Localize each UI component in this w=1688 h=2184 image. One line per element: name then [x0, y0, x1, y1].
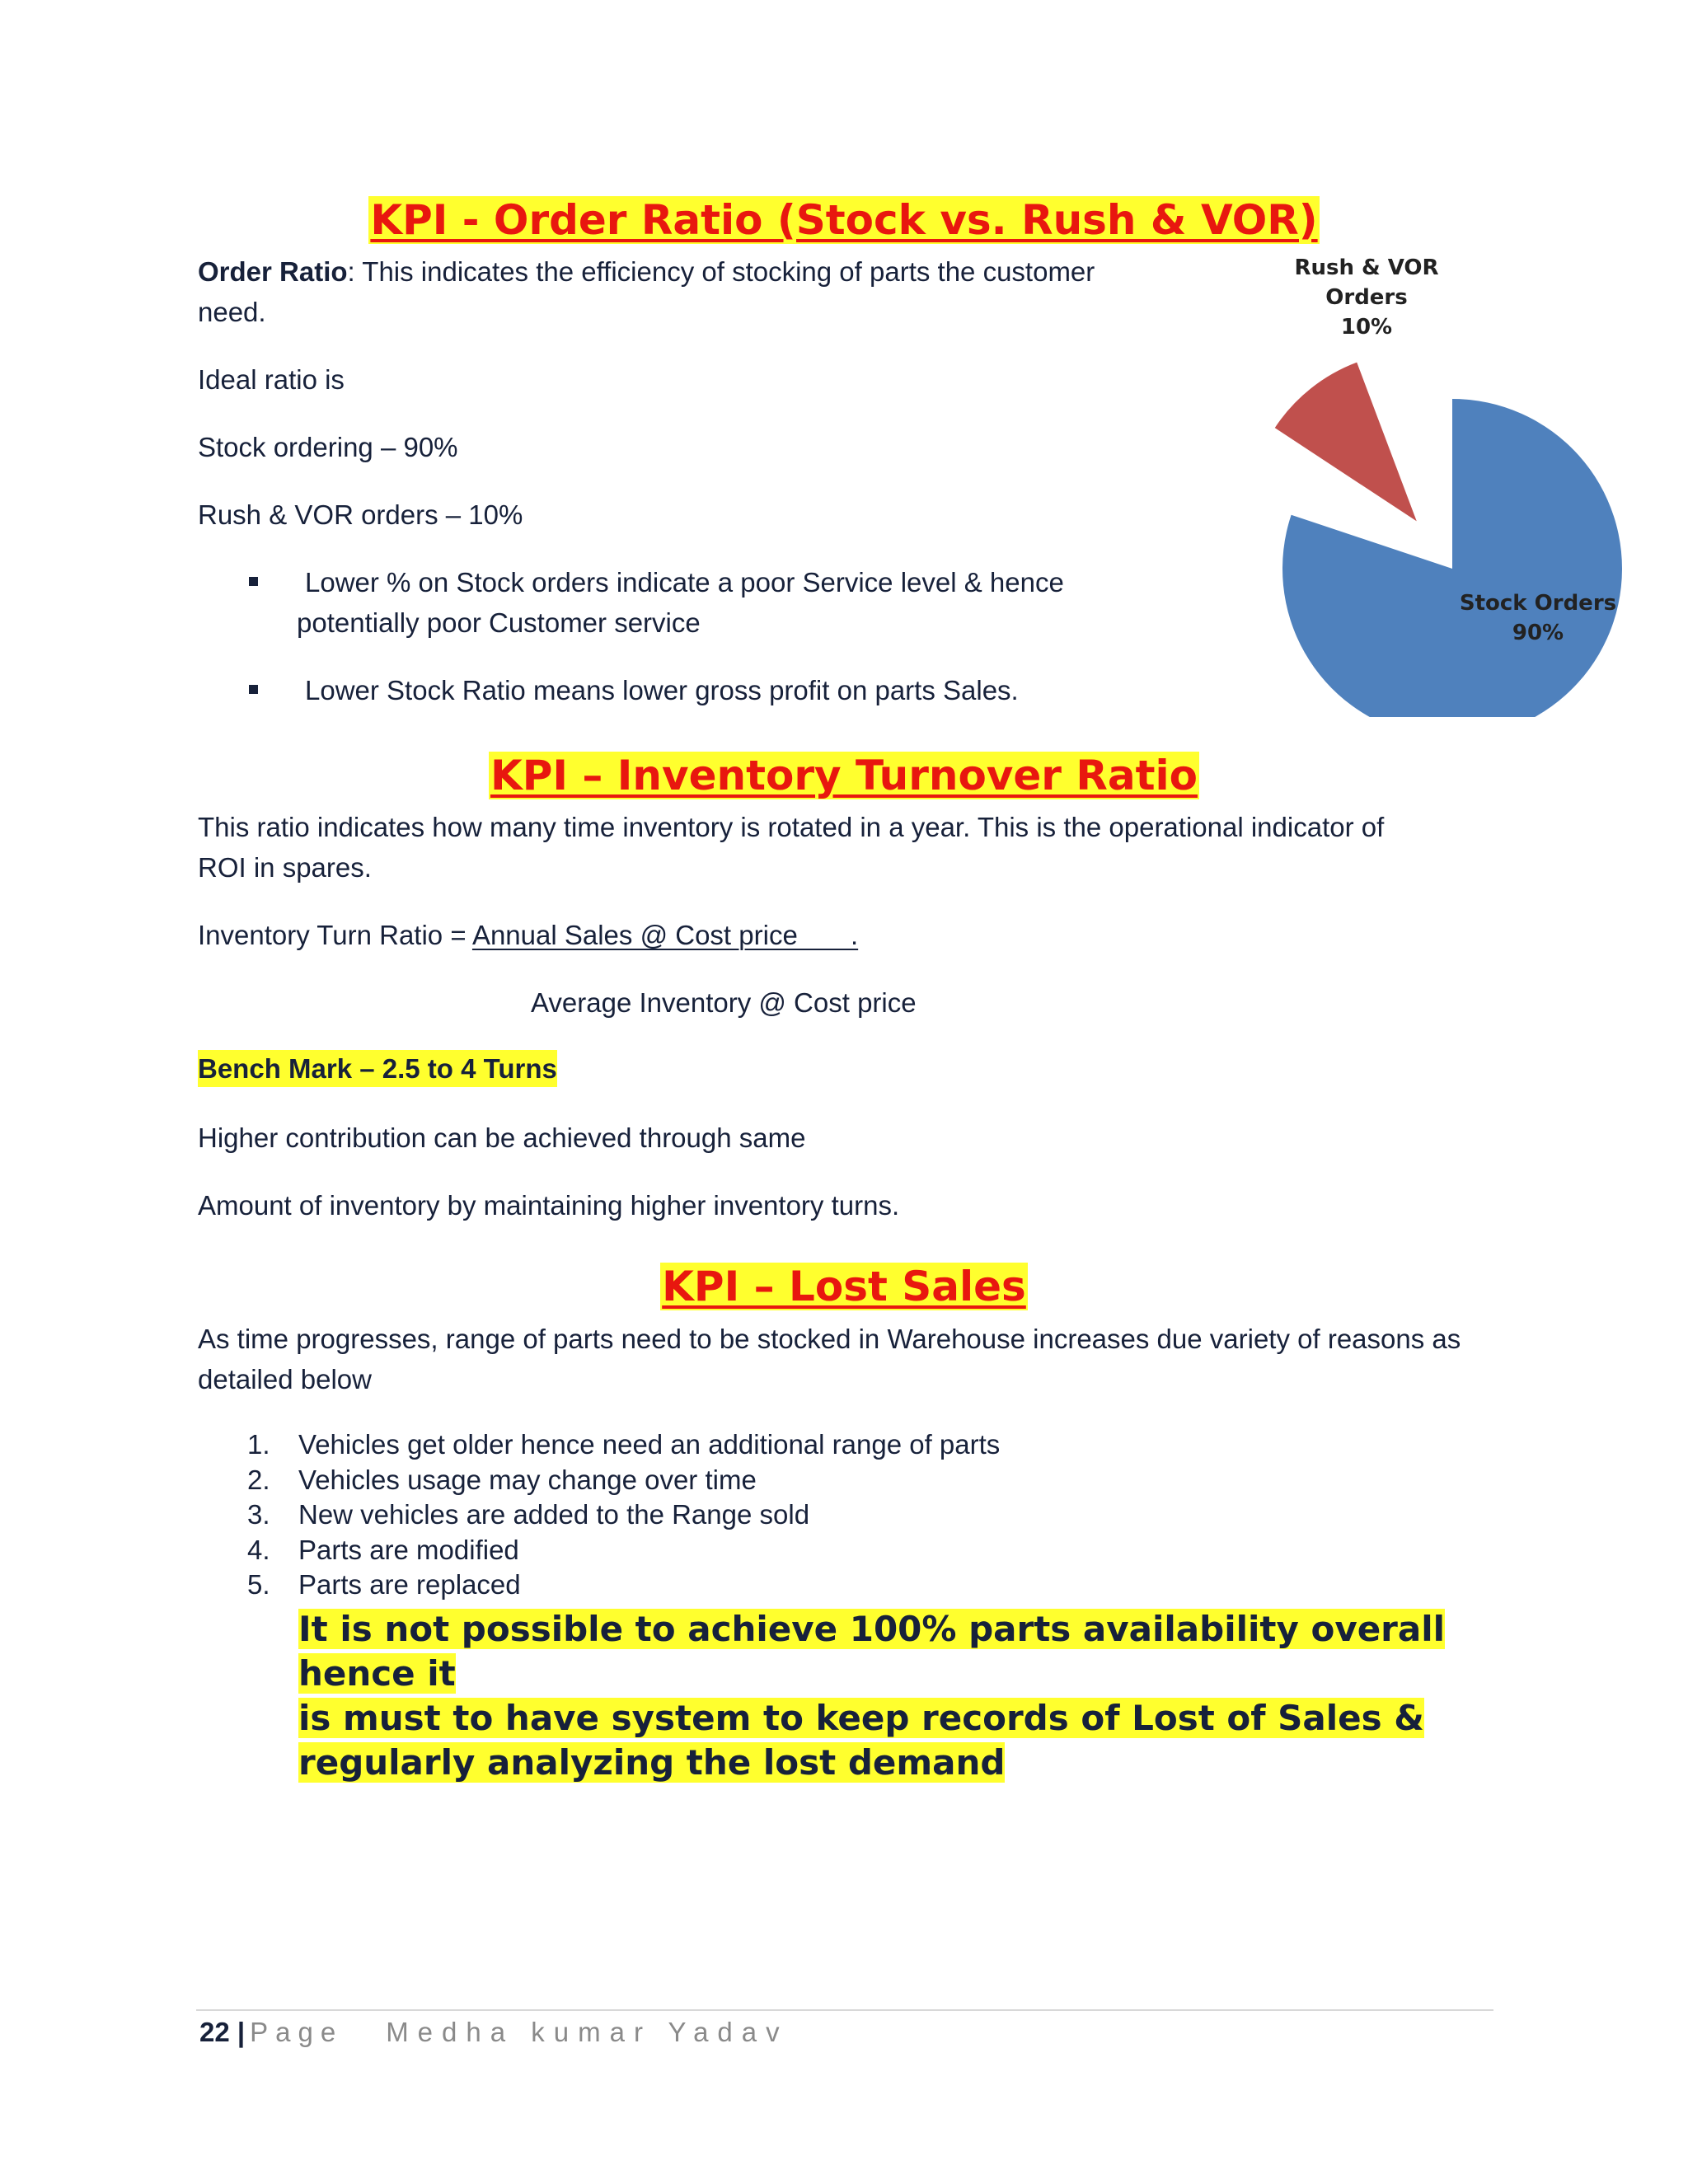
lost-sales-intro-line-1: As time progresses, range of parts need to be stocked in Warehouse increases due variety of reasons as [198, 1324, 1461, 1354]
heading-inventory-turnover-text: KPI – Inventory Turnover Ratio [490, 752, 1198, 799]
list-item-number: 4. [247, 1534, 270, 1565]
bullet-1-line-2: potentially poor Customer service [297, 607, 701, 638]
lost-sales-conclusion [298, 1607, 1493, 1785]
heading-order-ratio [0, 196, 1688, 244]
rush-vor-ratio: Rush & VOR orders – 10% [198, 499, 523, 530]
list-item-number: 5. [247, 1569, 270, 1600]
footer-divider [196, 2009, 1493, 2011]
inventory-intro-line-2: ROI in spares. [198, 852, 372, 883]
formula-numerator: Annual Sales @ Cost price . [471, 920, 859, 950]
order-ratio-pie-chart [1269, 255, 1665, 717]
conclusion-line-2: is must to have system to keep records of Lost of Sales & [298, 1698, 1424, 1738]
bullet-2-line-1: Lower Stock Ratio means lower gross profit on parts Sales. [305, 675, 1019, 705]
order-ratio-definition-cont: need. [198, 297, 266, 327]
pie-slice-rush-vor [1275, 363, 1417, 522]
stock-ordering-ratio: Stock ordering – 90% [198, 432, 458, 462]
benchmark-badge: Bench Mark – 2.5 to 4 Turns [198, 1050, 557, 1087]
order-ratio-term: Order Ratio [198, 256, 348, 287]
inventory-intro-line-1: This ratio indicates how many time inventory is rotated in a year. This is the operational indicator of [198, 812, 1385, 842]
heading-order-ratio-text: KPI - Order Ratio (Stock vs. Rush & VOR) [370, 196, 1318, 244]
list-item-number: 1. [247, 1429, 270, 1460]
lost-sales-intro-line-2: detailed below [198, 1364, 372, 1394]
order-ratio-definition-text: : This indicates the efficiency of stocking of parts the customer [347, 256, 1095, 287]
list-item-text: Vehicles usage may change over time [298, 1464, 757, 1495]
stock-orders-label-line-1: Stock Orders [1459, 591, 1617, 616]
rush-vor-label-line-1: Rush & VOR [1294, 255, 1439, 280]
page-number: 22 | [199, 2017, 246, 2047]
conclusion-line-3: regularly analyzing the lost demand [298, 1742, 1006, 1783]
inventory-formula [198, 915, 858, 955]
list-item-text: Parts are replaced [298, 1569, 521, 1600]
list-item-number: 2. [247, 1464, 270, 1495]
conclusion-line-1: It is not possible to achieve 100% parts availability overall hence it [298, 1609, 1446, 1694]
square-bullet-icon [249, 577, 258, 586]
list-item-text: New vehicles are added to the Range sold [298, 1499, 810, 1530]
list-item-text: Vehicles get older hence need an additional range of parts [298, 1429, 1001, 1460]
formula-label: Inventory Turn Ratio = [198, 920, 472, 950]
square-bullet-icon [249, 685, 258, 694]
list-item-number: 3. [247, 1499, 270, 1530]
formula-denominator: Average Inventory @ Cost price [531, 987, 917, 1018]
heading-lost-sales [0, 1263, 1688, 1310]
stock-orders-label-value: 90% [1512, 621, 1564, 645]
heading-inventory-turnover [0, 752, 1688, 799]
heading-lost-sales-text: KPI – Lost Sales [662, 1263, 1026, 1310]
rush-vor-label-value: 10% [1340, 315, 1393, 340]
inventory-note-line-2: Amount of inventory by maintaining higher inventory turns. [198, 1190, 900, 1221]
order-ratio-definition [198, 251, 1095, 292]
inventory-note-line-1: Higher contribution can be achieved through same [198, 1122, 806, 1153]
rush-vor-label-line-2: Orders [1325, 285, 1408, 310]
bullet-1-line-1: Lower % on Stock orders indicate a poor Service level & hence [305, 567, 1064, 598]
page-footer [199, 2014, 789, 2050]
ideal-ratio-label: Ideal ratio is [198, 364, 345, 395]
page-label: Page [250, 2017, 344, 2047]
footer-author: Medha kumar Yadav [386, 2017, 789, 2047]
list-item-text: Parts are modified [298, 1534, 519, 1565]
